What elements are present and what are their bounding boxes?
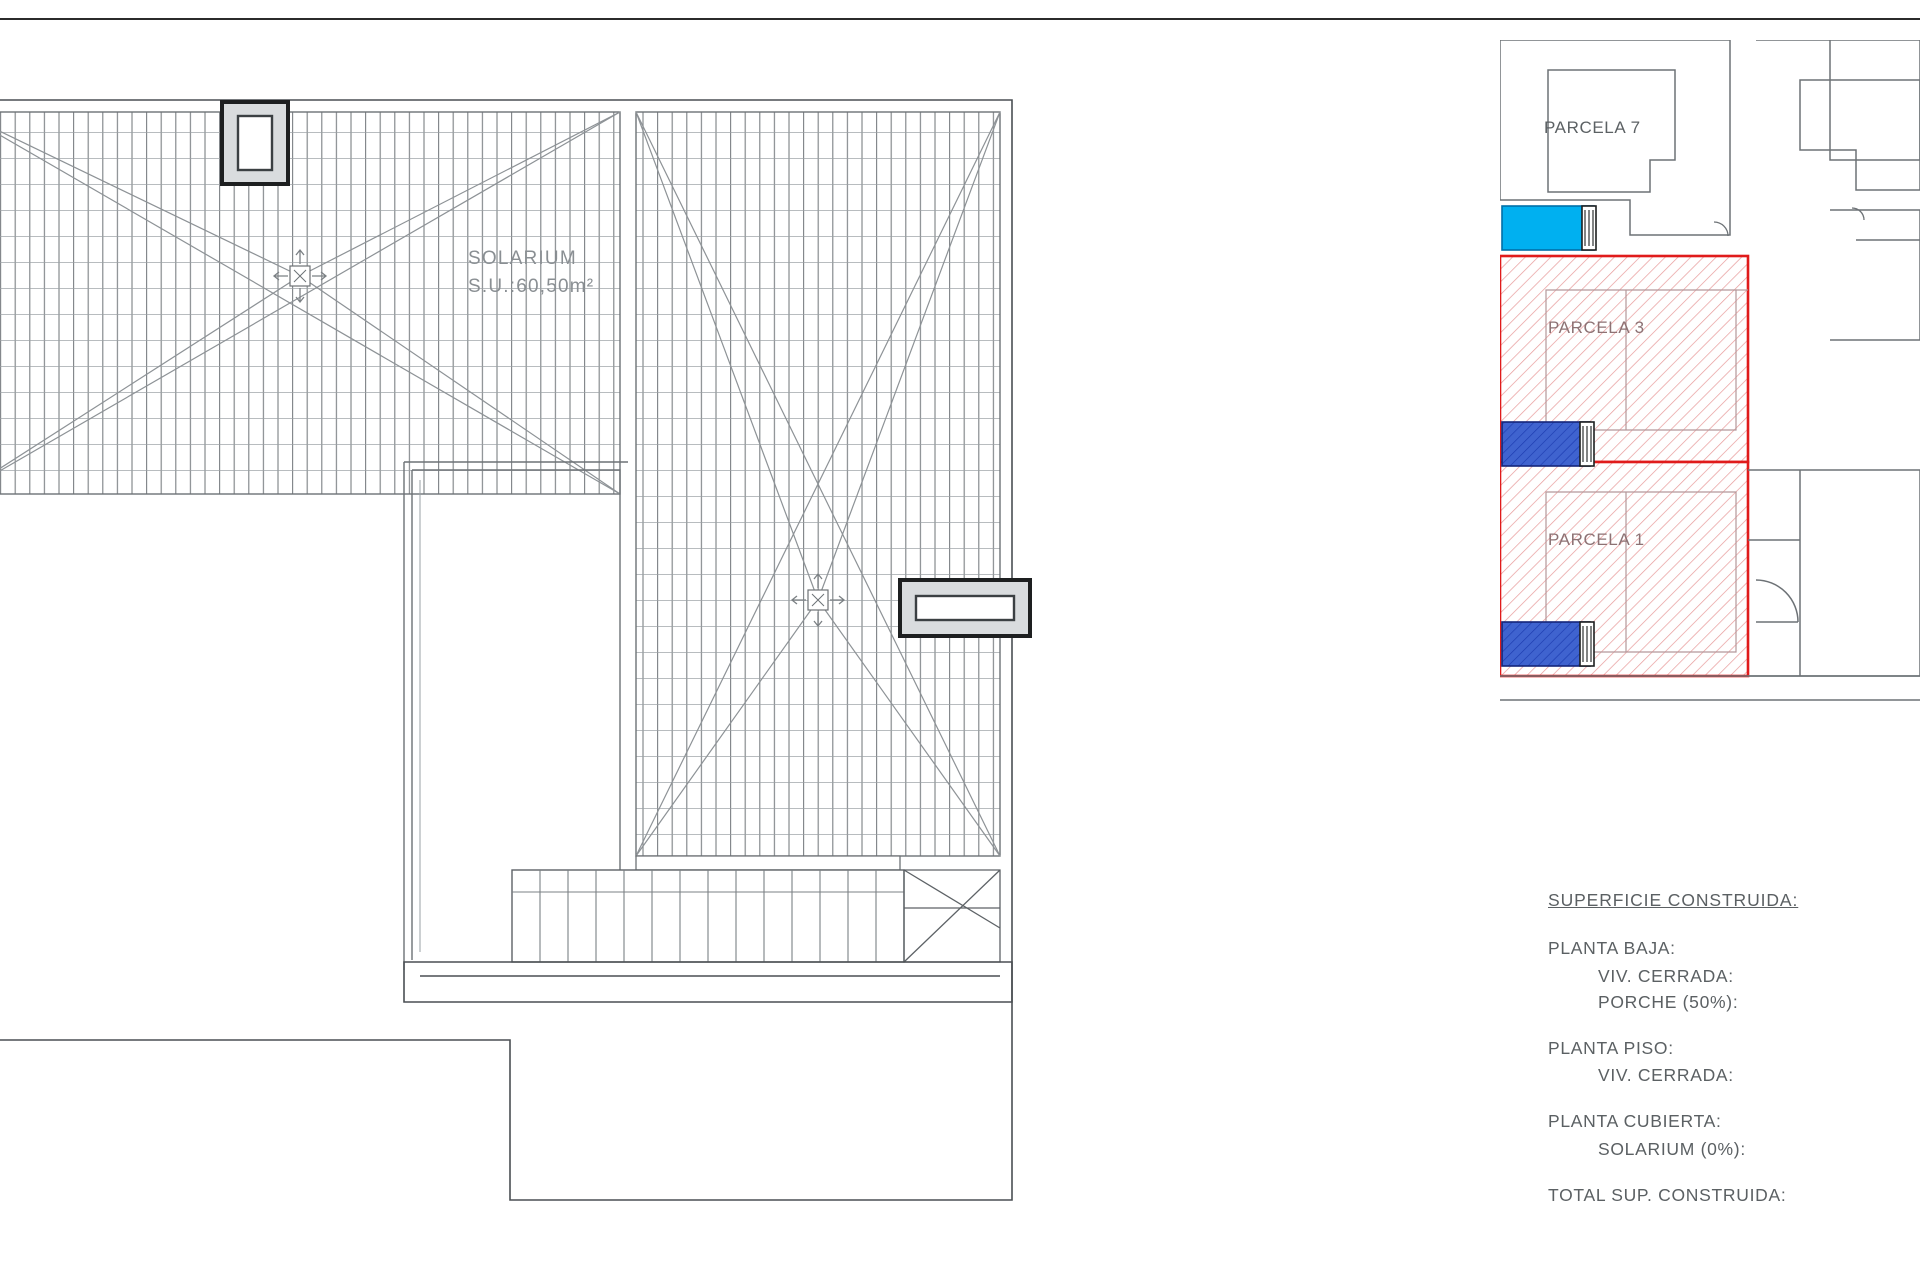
skylight-opening-vertical [222, 102, 288, 184]
legend-head: PLANTA CUBIERTA: [1548, 1111, 1722, 1132]
site-label-parcela-3: PARCELA 3 [1548, 318, 1645, 337]
roof-plan-drawing [0, 80, 1250, 1240]
legend-total: TOTAL SUP. CONSTRUIDA: [1548, 1185, 1787, 1205]
parcela-3-plot [1500, 86, 1748, 462]
sheet-top-divider [0, 18, 1920, 20]
pool-blue-upper [1502, 422, 1594, 466]
site-plan-drawing [1500, 40, 1920, 850]
legend-group-planta-baja [1548, 938, 1920, 1014]
skylight-opening-horizontal [900, 580, 1030, 636]
solarium-area-label: S.U.:60,50m² [468, 276, 595, 297]
solarium-room-label: SOLARIUM [468, 248, 577, 269]
legend-sub: PORCHE (50%): [1598, 991, 1739, 1012]
site-label-parcela-7: PARCELA 7 [1544, 118, 1641, 137]
site-label-parcela-1: PARCELA 1 [1548, 530, 1645, 549]
legend-sub: VIV. CERRADA: [1598, 1065, 1734, 1086]
pool-blue-lower [1502, 622, 1594, 666]
legend-group-planta-piso [1548, 1038, 1920, 1088]
legend-sub: SOLARIUM (0%): [1598, 1139, 1746, 1160]
legend-sub: VIV. CERRADA: [1598, 965, 1734, 986]
built-area-legend [1548, 890, 1920, 1207]
pool-cyan [1502, 206, 1596, 250]
legend-head: PLANTA BAJA: [1548, 937, 1676, 958]
legend-title: SUPERFICIE CONSTRUIDA: [1548, 890, 1799, 910]
legend-group-planta-cubierta [1548, 1111, 1920, 1161]
legend-head: PLANTA PISO: [1548, 1037, 1674, 1058]
